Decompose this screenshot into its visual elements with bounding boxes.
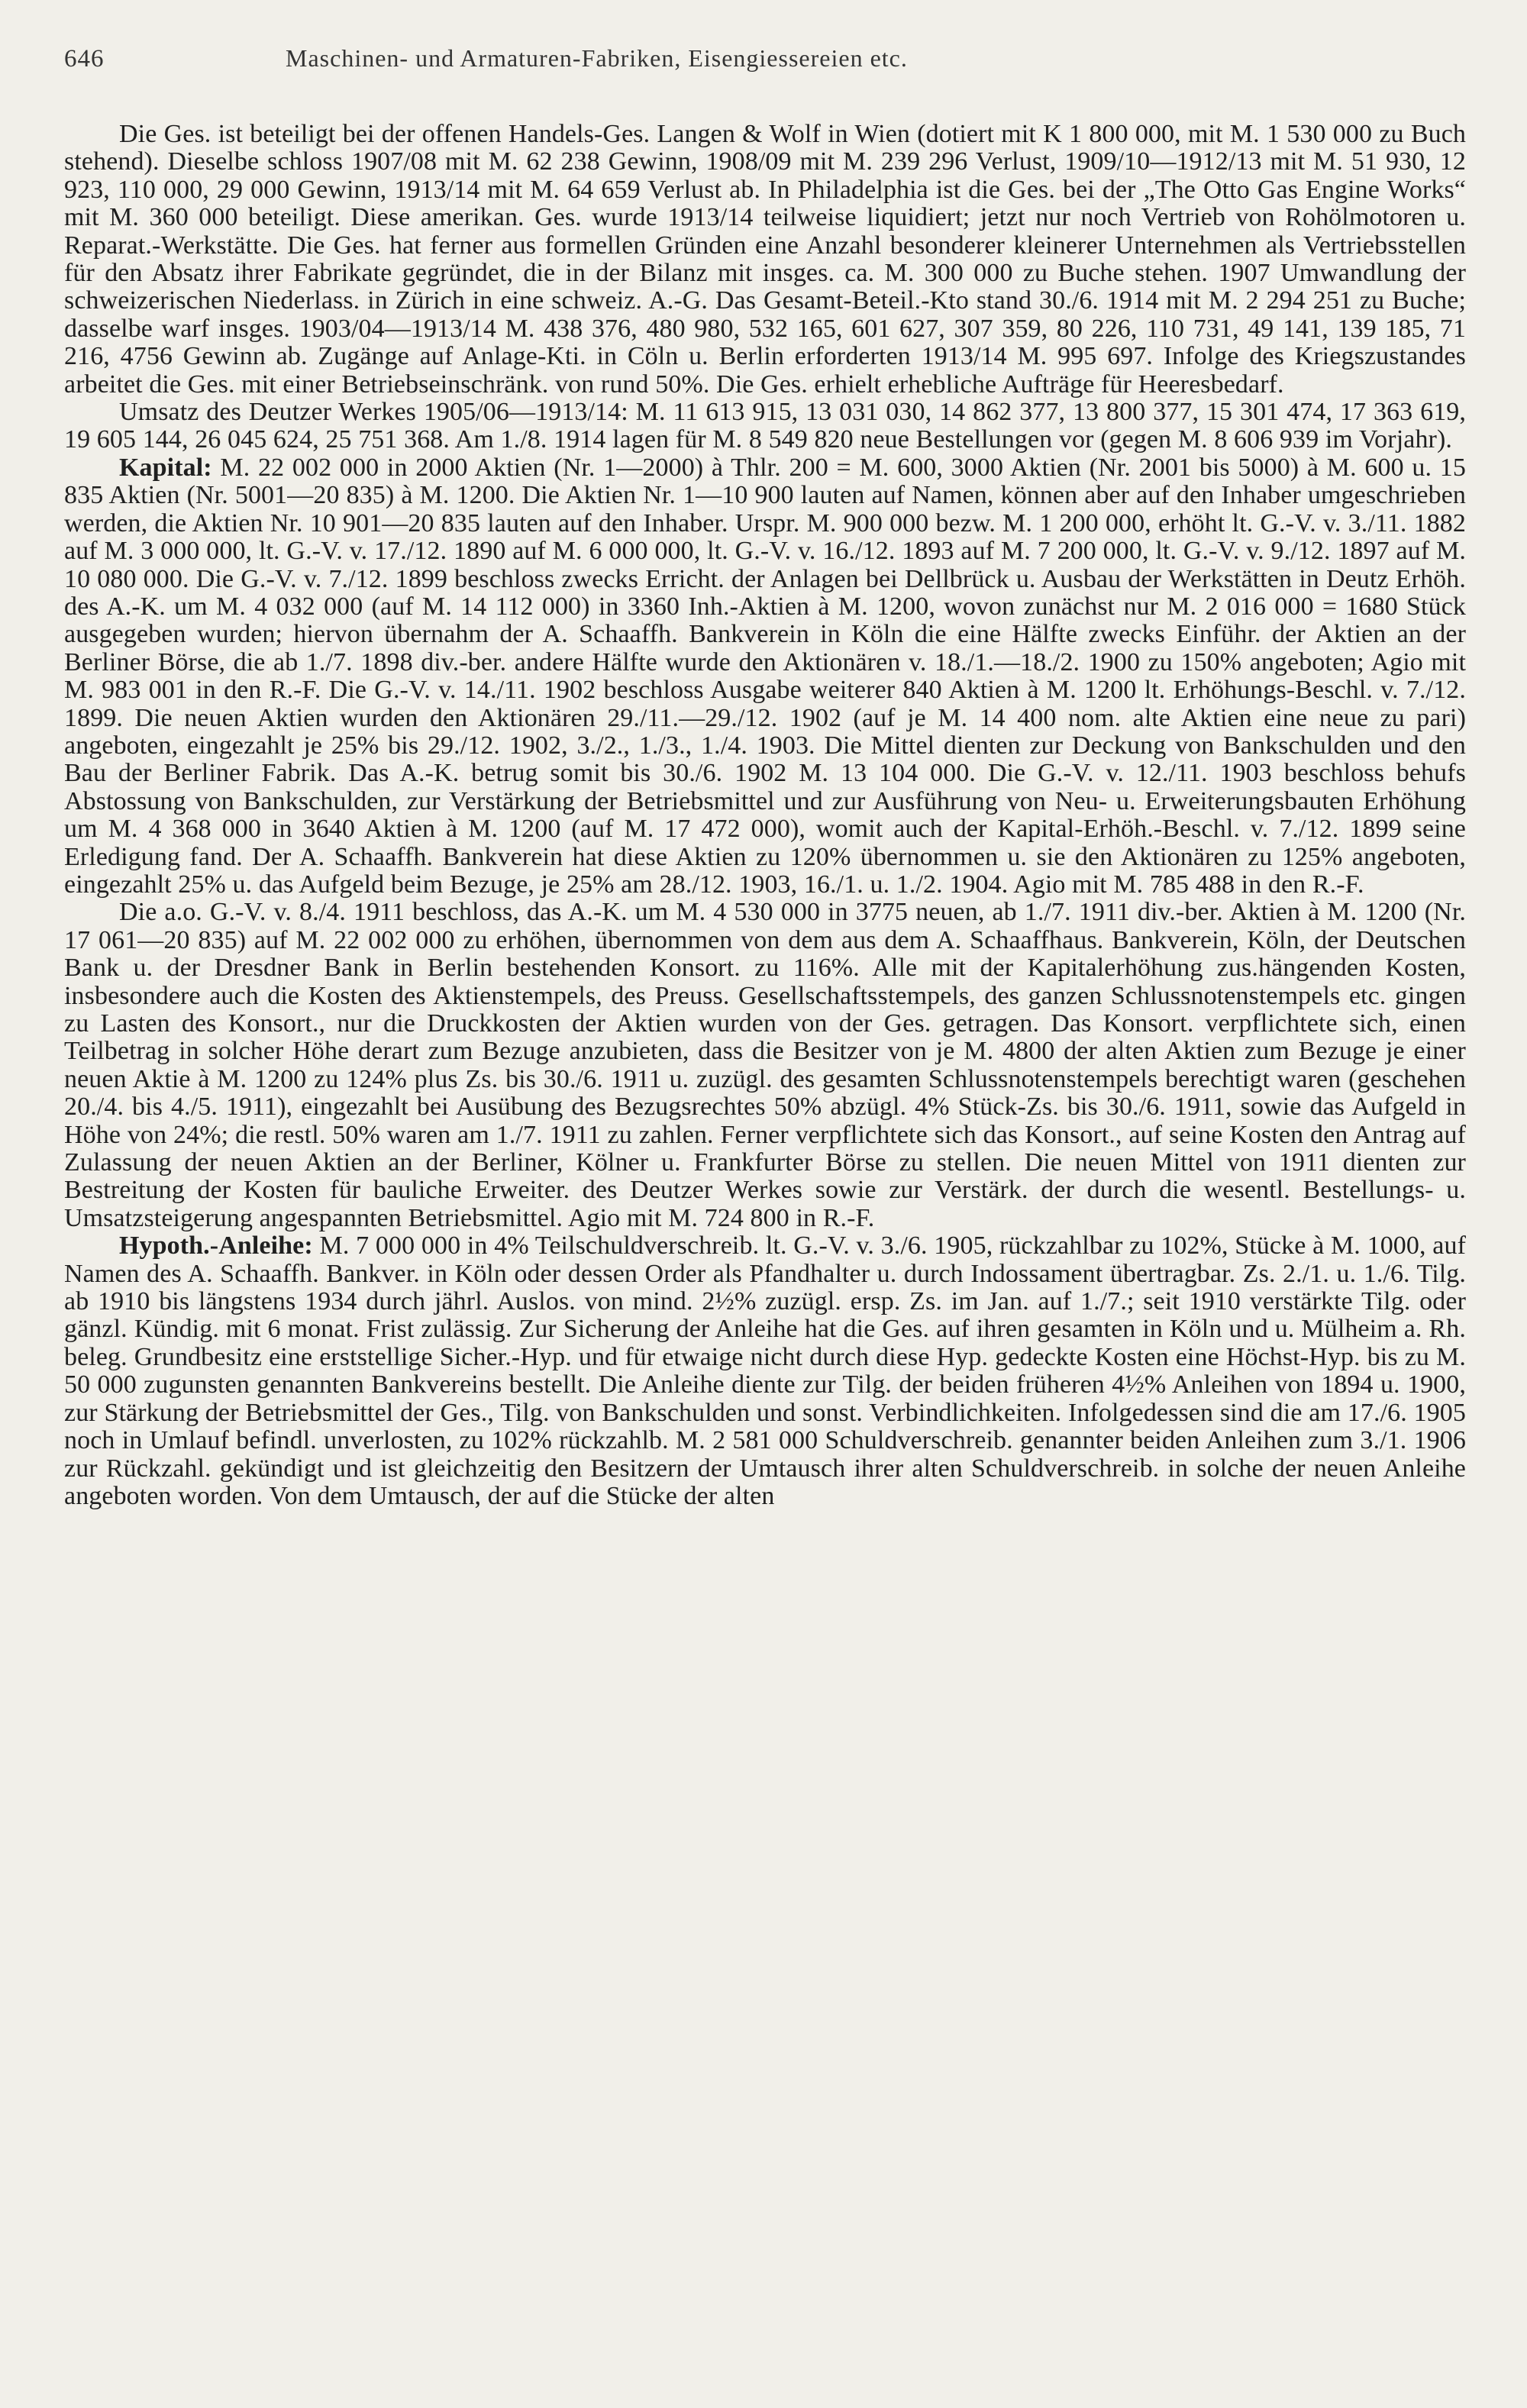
paragraph-text: Die a.o. G.-V. v. 8./4. 1911 beschloss, das A.-K. um M. 4 530 000 in 3775 neuen, ab 1./7. 1911 div.-ber. Aktien à M. 1200 (Nr. 17 061—20 835) auf M. 22 002 000 zu erhöhen, übernommen von dem aus dem A. Schaaffhaus. Bankverein, Köln, der Deutschen Bank u. der Dresdner Bank in Berlin bestehenden Konsort. zu 116%. Alle mit der Kapitalerhöhung zus.hängenden Kosten, insbesondere auch die Kosten des Aktienstempels, des Preuss. Gesellschaftsstempels, des ganzen Schlussnotenstempels etc. gingen zu Lasten des Konsort., nur die Druckkosten der Aktien wurden von der Ges. getragen. Das Konsort. verpflichtete sich, einen Teilbetrag in solcher Höhe derart zum Bezuge anzubieten, dass die Besitzer von je M. 4800 der alten Aktien zum Bezuge je einer neuen Aktie à M. 1200 zu 124% plus Zs. bis 30./6. 1911 u. zuzügl. des gesamten Schlussnotenstempels berechtigt waren (geschehen 20./4. bis 4./5. 1911), eingezahlt bei Ausübung des Bezugsrechtes 50% abzügl. 4% Stück-Zs. bis 30./6. 1911, sowie das Aufgeld in Höhe von 24%; die restl. 50% waren am 1./7. 1911 zu zahlen. Ferner verpflichtete sich das Konsort., auf seine Kosten den Antrag auf Zulassung der neuen Aktien an der Berliner, Kölner u. Frankfurter Börse zu stellen. Die neuen Mittel von 1911 dienten zur Bestreitung der Kosten für bauliche Erweiter. des Deutzer Werkes sowie zur Verstärk. der durch die wesentl. Bestellungs- u. Umsatzsteigerung angespannten Betriebsmittel. Agio mit M. 724 800 in R.-F.: [64, 898, 1466, 1232]
paragraph-text: Umsatz des Deutzer Werkes 1905/06—1913/14: M. 11 613 915, 13 031 030, 14 862 377, 13 800 377, 15 301 474, 17 363 619, 19 605 144, 26 045 624, 25 751 368. Am 1./8. 1914 lagen für M. 8 549 820 neue Bestellungen vor (gegen M. 8 606 939 im Vorjahr).: [64, 398, 1466, 454]
paragraph-umsatz: [64, 399, 1466, 454]
running-title: Maschinen- und Armaturen-Fabriken, Eisengiessereien etc.: [286, 44, 908, 72]
paragraph-text: M. 7 000 000 in 4% Teilschuldverschreib. lt. G.-V. v. 3./6. 1905, rückzahlbar zu 102%, Stücke à M. 1000, auf Namen des A. Schaaffh. Bankver. in Köln oder dessen Order als Pfandhalter u. durch Indossament übertragbar. Zs. 2./1. u. 1./6. Tilg. ab 1910 bis längstens 1934 durch jährl. Auslos. von mind. 2½% zuzügl. ersp. Zs. im Jan. auf 1./7.; seit 1910 verstärkte Tilg. oder gänzl. Kündig. mit 6 monat. Frist zulässig. Zur Sicherung der Anleihe hat die Ges. auf ihren gesamten in Köln und u. Mülheim a. Rh. beleg. Grundbesitz eine erststellige Sicher.-Hyp. und für etwaige nicht durch diese Hyp. gedeckte Kosten eine Höchst-Hyp. bis zu M. 50 000 zugunsten genannten Bankvereins bestellt. Die Anleihe diente zur Tilg. der beiden früheren 4½% Anleihen von 1894 u. 1900, zur Stärkung der Betriebsmittel der Ges., Tilg. von Bankschulden und sonst. Verbindlichkeiten. Infolgedessen sind die am 17./6. 1905 noch in Umlauf befindl. unverlosten, zu 102% rückzahlb. M. 2 581 000 Schuldverschreib. genannter beiden Anleihen zum 3./1. 1906 zur Rückzahl. gekündigt und ist gleichzeitig den Besitzern der Umtausch ihrer alten Schuldverschreib. in solche der neuen Anleihe angeboten worden. Von dem Umtausch, der auf die Stücke der alten: [64, 1231, 1466, 1510]
section-label-kapital: Kapital:: [119, 453, 212, 482]
section-label-hypoth-anleihe: Hypoth.-Anleihe:: [119, 1231, 313, 1260]
paragraph-beteiligungen: [64, 121, 1466, 399]
page-header: [64, 44, 1466, 73]
paragraph-hypoth-anleihe: [64, 1232, 1466, 1510]
paragraph-kapitalerhoehung-1911: [64, 899, 1466, 1232]
paragraph-text: Die Ges. ist beteiligt bei der offenen Handels-Ges. Langen & Wolf in Wien (dotiert mit K 1 800 000, mit M. 1 530 000 zu Buch stehend). Dieselbe schloss 1907/08 mit M. 62 238 Gewinn, 1908/09 mit M. 239 296 Verlust, 1909/10—1912/13 mit M. 51 930, 12 923, 110 000, 29 000 Gewinn, 1913/14 mit M. 64 659 Verlust ab. In Philadelphia ist die Ges. bei der „The Otto Gas Engine Works“ mit M. 360 000 beteiligt. Diese amerikan. Ges. wurde 1913/14 teilweise liquidiert; jetzt nur noch Vertrieb von Rohölmotoren u. Reparat.-Werkstätte. Die Ges. hat ferner aus formellen Gründen eine Anzahl besonderer kleinerer Unternehmen als Vertriebsstellen für den Absatz ihrer Fabrikate gegründet, die in der Bilanz mit insges. ca. M. 300 000 zu Buche stehen. 1907 Umwandlung der schweizerischen Niederlass. in Zürich in eine schweiz. A.-G. Das Gesamt-Beteil.-Kto stand 30./6. 1914 mit M. 2 294 251 zu Buche; dasselbe warf insges. 1903/04—1913/14 M. 438 376, 480 980, 532 165, 601 627, 307 359, 80 226, 110 731, 49 141, 139 185, 71 216, 4756 Gewinn ab. Zugänge auf Anlage-Kti. in Cöln u. Berlin erforderten 1913/14 M. 995 697. Infolge des Kriegszustandes arbeitet die Ges. mit einer Betriebseinschränk. von rund 50%. Die Ges. erhielt erhebliche Aufträge für Heeresbedarf.: [64, 120, 1466, 399]
document-body: [64, 121, 1466, 1510]
paragraph-kapital: [64, 454, 1466, 899]
page-number: 646: [64, 45, 105, 73]
paragraph-text: M. 22 002 000 in 2000 Aktien (Nr. 1—2000) à Thlr. 200 = M. 600, 3000 Aktien (Nr. 2001 bis 5000) à M. 600 u. 15 835 Aktien (Nr. 5001—20 835) à M. 1200. Die Aktien Nr. 1—10 900 lauten auf Namen, können aber auf den Inhaber umgeschrieben werden, die Aktien Nr. 10 901—20 835 lauten auf den Inhaber. Urspr. M. 900 000 bezw. M. 1 200 000, erhöht lt. G.-V. v. 3./11. 1882 auf M. 3 000 000, lt. G.-V. v. 17./12. 1890 auf M. 6 000 000, lt. G.-V. v. 16./12. 1893 auf M. 7 200 000, lt. G.-V. v. 9./12. 1897 auf M. 10 080 000. Die G.-V. v. 7./12. 1899 beschloss zwecks Erricht. der Anlagen bei Dellbrück u. Ausbau der Werkstätten in Deutz Erhöh. des A.-K. um M. 4 032 000 (auf M. 14 112 000) in 3360 Inh.-Aktien à M. 1200, wovon zunächst nur M. 2 016 000 = 1680 Stück ausgegeben wurden; hiervon übernahm der A. Schaaffh. Bankverein in Köln die eine Hälfte zwecks Einführ. der Aktien an der Berliner Börse, die ab 1./7. 1898 div.-ber. andere Hälfte wurde den Aktionären v. 18./1.—18./2. 1900 zu 150% angeboten; Agio mit M. 983 001 in den R.-F. Die G.-V. v. 14./11. 1902 beschloss Ausgabe weiterer 840 Aktien à M. 1200 lt. Erhöhungs-Beschl. v. 7./12. 1899. Die neuen Aktien wurden den Aktionären 29./11.—29./12. 1902 (auf je M. 14 400 nom. alte Aktien eine neue zu pari) angeboten, eingezahlt je 25% bis 29./12. 1902, 3./2., 1./3., 1./4. 1903. Die Mittel dienten zur Deckung von Bankschulden und den Bau der Berliner Fabrik. Das A.-K. betrug somit bis 30./6. 1902 M. 13 104 000. Die G.-V. v. 12./11. 1903 beschloss behufs Abstossung von Bankschulden, zur Verstärkung der Betriebsmittel und zur Ausführung von Neu- u. Erweiterungsbauten Erhöhung um M. 4 368 000 in 3640 Aktien à M. 1200 (auf M. 17 472 000), womit auch der Kapital-Erhöh.-Beschl. v. 7./12. 1899 seine Erledigung fand. Der A. Schaaffh. Bankverein hat diese Aktien zu 120% übernommen u. sie den Aktionären zu 125% angeboten, eingezahlt 25% u. das Aufgeld beim Bezuge, je 25% am 28./12. 1903, 16./1. u. 1./2. 1904. Agio mit M. 785 488 in den R.-F.: [64, 453, 1466, 899]
